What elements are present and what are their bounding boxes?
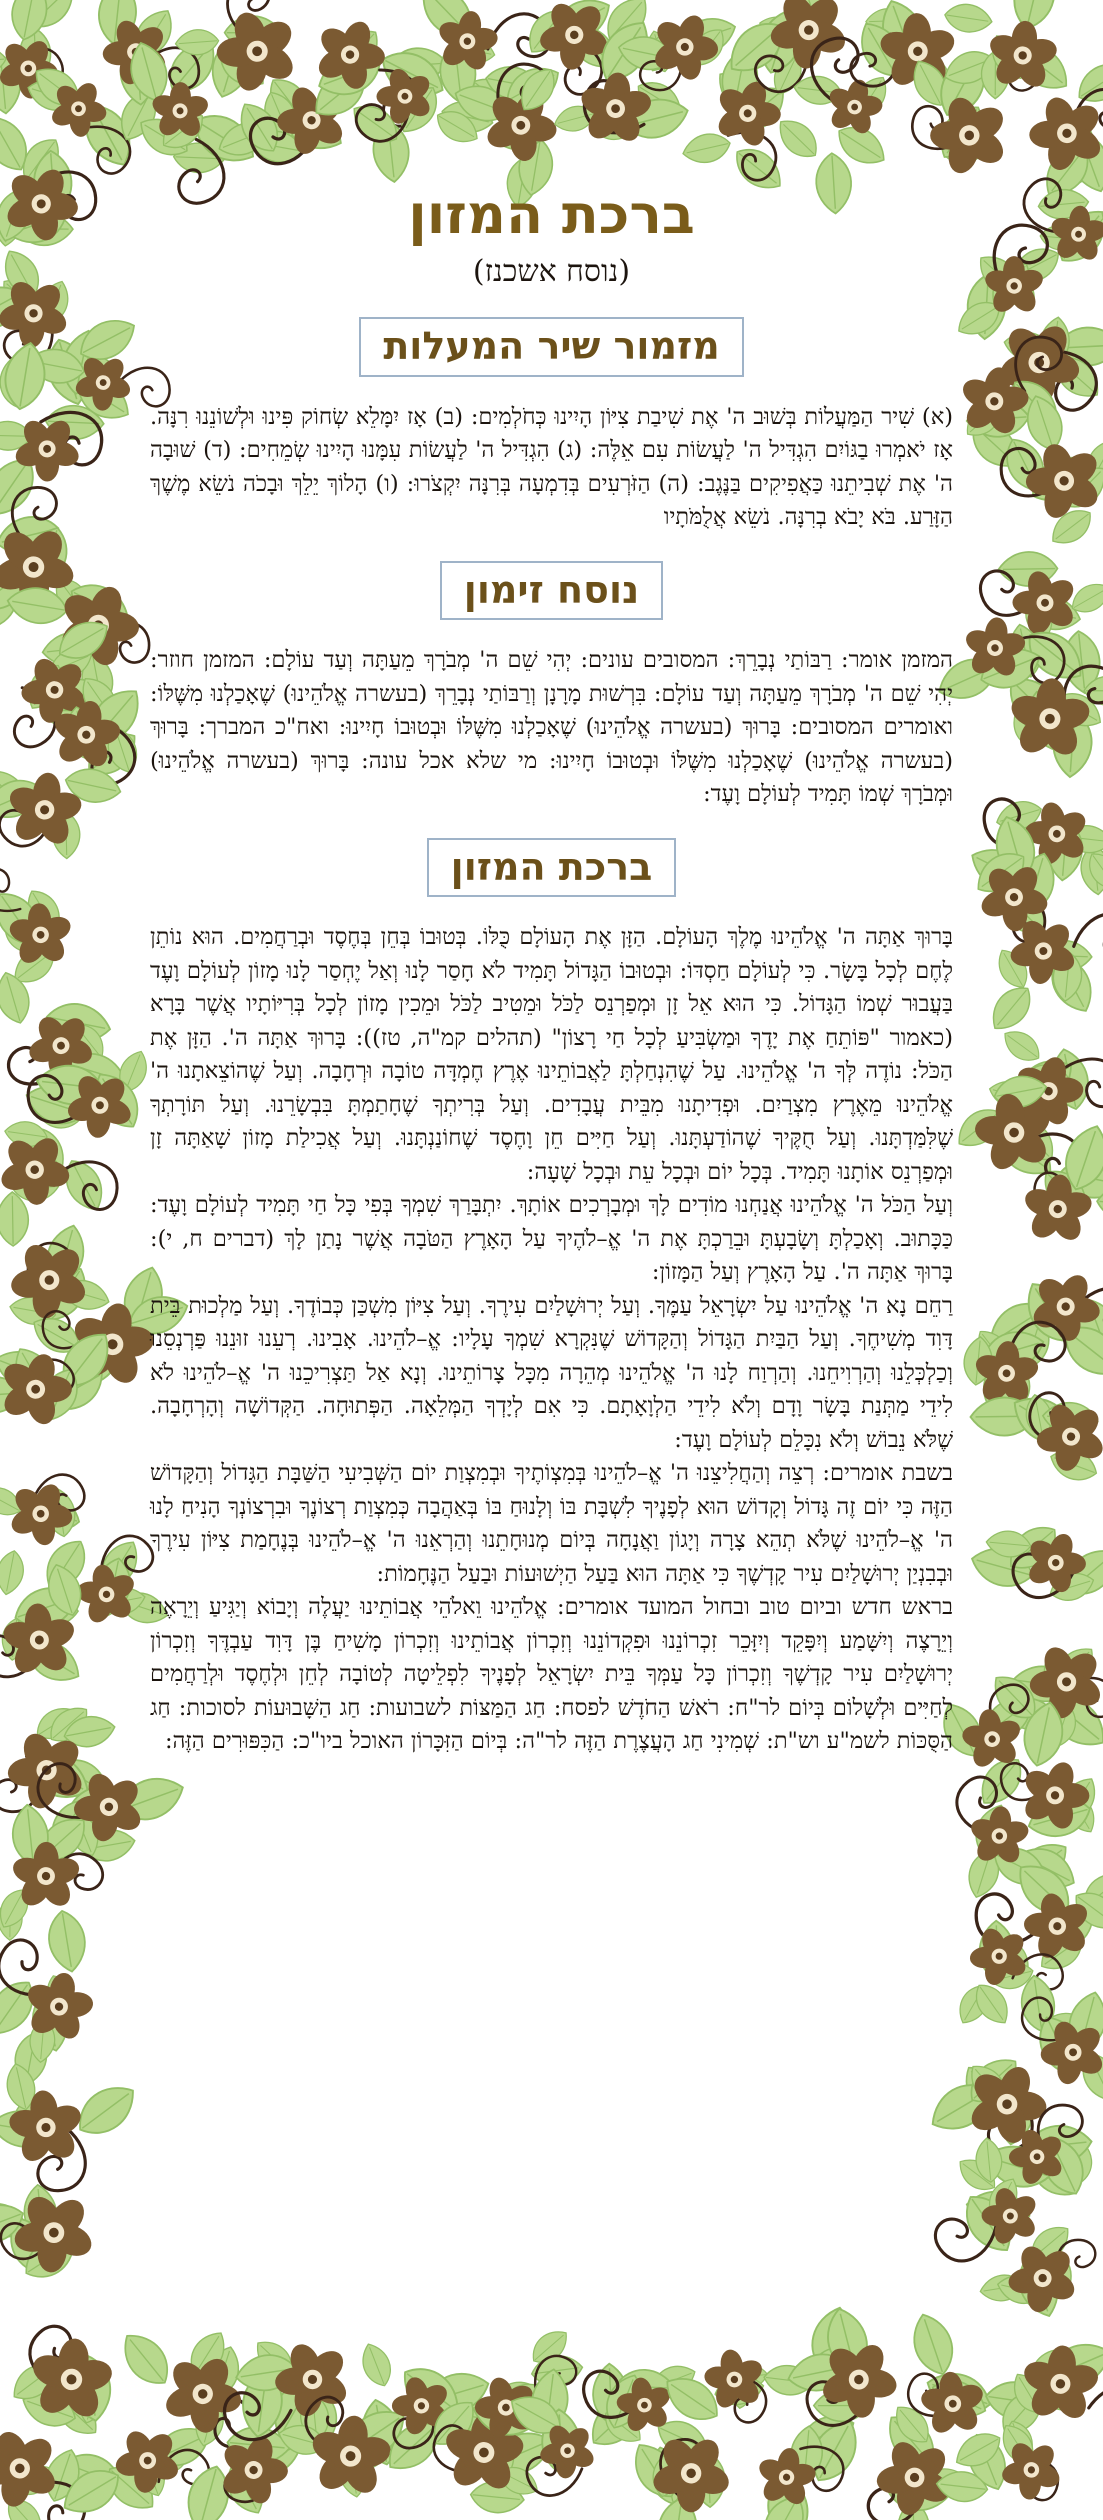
- document-body: [150, 175, 953, 2380]
- section-paragraph: המזמן אומר: רַבּוֹתַי נְבָרֵךְ: המסובים עונים: יְהִי שֵׁם ה' מְבֹרָךְ מֵעַתָּה וְעַד עוֹלָם: המזמן חוזר: יְהִי שֵׁם ה' מְבֹרָךְ מֵעַתָּה וְעַד עוֹלָם: בִּרְשׁוּת מָרָנָן וְרַבּוֹתַי נְבָרֵךְ (בעשרה אֱלֹהֵינוּ) שֶׁאָכַלְנוּ מִשֶּׁלּוֹ: ואומרים המסובים: בָּרוּךְ (בעשרה אֱלֹהֵינוּ) שֶׁאָכַלְנוּ מִשֶּׁלּוֹ וּבְטוּבוֹ חָיִינוּ: ואח"כ המברך: בָּרוּךְ (בעשרה אֱלֹהֵינוּ) שֶׁאָכַלְנוּ מִשֶּׁלּוֹ וּבְטוּבוֹ חָיִינוּ: מי שלא אכל עונה: בָּרוּךְ (בעשרה אֱלֹהֵינוּ) וּמְבֹרָךְ שְׁמוֹ תָּמִיד לְעוֹלָם וָעֶד:: [150, 647, 953, 808]
- leaf-icon: [771, 112, 825, 165]
- section-paragraph: בשבת אומרים: רְצֵה וְהַחֲלִיצֵנוּ ה' אֱ–לֹהֵינוּ בְּמִצְוֹתֶיךָ וּבְמִצְוַת יוֹם הַשְּׁבִיעִי הַשַּׁבָּת הַגָּדוֹל וְהַקָּדוֹשׁ הַזֶּה כִּי יוֹם זֶה גָּדוֹל וְקָדוֹשׁ הוּא לְפָנֶיךָ לִשְׁבָּת בּוֹ וְלָנוּחַ בּוֹ בְּאַהֲבָה כְּמִצְוַת רְצוֹנֶךָ וּבִרְצוֹנְךָ הָנִיחַ לָנוּ ה' אֱ–לֹהֵינוּ שֶׁלֹּא תְהֵא צָרָה וְיָגוֹן וַאֲנָחָה בְּיוֹם מְנוּחָתֵנוּ וְהַרְאֵנוּ ה' אֱ–לֹהֵינוּ בְּנֶחָמַת צִיּוֹן עִירֶךָ וּבְבִנְיַן יְרוּשָׁלַיִם עִיר קָדְשֶׁךָ כִּי אַתָּה הוּא בַּעַל הַיְשׁוּעוֹת וּבַעַל הַנֶּחָמוֹת:: [150, 1460, 953, 1587]
- document-title: ברכת המזון: [408, 183, 695, 246]
- leaf-icon: [998, 1024, 1046, 1068]
- section-paragraph: (א) שִׁיר הַמַּעֲלוֹת בְּשׁוּב ה' אֶת שִׁיבַת צִיּוֹן הָיִינוּ כְּחֹלְמִים: (ב) אָז יִמָּלֵא שְׂחוֹק פִּינוּ וּלְשׁוֹנֵנוּ רִנָּה. אָז יֹאמְרוּ בַגּוֹיִם הִגְדִּיל ה' לַעֲשׂוֹת עִם אֵלֶּה: (ג) הִגְדִּיל ה' לַעֲשׂוֹת עִמָּנוּ הָיִינוּ שְׂמֵחִים: (ד) שׁוּבָה ה' אֶת שְׁבִיתֵנוּ כַּאֲפִיקִים בַּנֶּגֶב: (ה) הַזֹּרְעִים בְּדִמְעָה בְּרִנָּה יִקְצֹרוּ: (ו) הָלוֹךְ יֵלֵךְ וּבָכֹה נֹשֵׂא מֶשֶׁךְ הַזָּרַע. בֹּא יָבֹא בְרִנָּה. נֹשֵׂא אֲלֻמֹּתָיו: [150, 403, 953, 531]
- leaf-icon: [0, 1548, 27, 1596]
- section-heading: ברכת המזון: [427, 838, 677, 898]
- section-paragraph: בָּרוּךְ אַתָּה ה' אֱלֹהֵינוּ מֶלֶךְ הָעוֹלָם. הַזָּן אֶת הָעוֹלָם כֻּלּוֹ. בְּטוּבוֹ בְּחֵן בְּחֶסֶד וּבְרַחֲמִים. הוּא נוֹתֵן לֶחֶם לְכָל בָּשָׂר. כִּי לְעוֹלָם חַסְדּוֹ: וּבְטוּבוֹ הַגָּדוֹל תָּמִיד לֹא חָסַר לָנוּ וְאַל יֶחְסַר לָנוּ מָזוֹן לְעוֹלָם וָעֶד בַּעֲבוּר שְׁמוֹ הַגָּדוֹל. כִּי הוּא אֵל זָן וּמְפַרְנֵס לַכֹּל וּמֵטִיב לַכֹּל וּמֵכִין מָזוֹן לְכָל בְּרִיּוֹתָיו אֲשֶׁר בָּרָא (כאמור "פּוֹתֵחַ אֶת יָדֶךָ וּמַשְׂבִּיעַ לְכָל חַי רָצוֹן" (תהלים קמ"ה, טז)): בָּרוּךְ אַתָּה ה'. הַזָּן אֶת הַכֹּל: נוֹדֶה לְּךָ ה' אֱלֹהֵינוּ. עַל שֶׁהִנְחַלְתָּ לַאֲבוֹתֵינוּ אֶרֶץ חֶמְדָּה טוֹבָה וּרְחָבָה. וְעַל שֶׁהוֹצֵאתָנוּ ה' אֱלֹהֵינוּ מֵאֶרֶץ מִצְרַיִם. וּפְדִיתָנוּ מִבֵּית עֲבָדִים. וְעַל בְּרִיתְךָ שֶׁחָתַמְתָּ בִּבְשָׂרֵנוּ. וְעַל תּוֹרָתְךָ שֶׁלִּמַּדְתָּנוּ. וְעַל חֻקֶּיךָ שֶׁהוֹדַעְתָּנוּ. וְעַל חַיִּים חֵן וָחֶסֶד שֶׁחוֹנַנְתָּנוּ. וְעַל אֲכִילַת מָזוֹן שָׁאַתָּה זָן וּמְפַרְנֵס אוֹתָנוּ תָּמִיד. בְּכָל יוֹם וּבְכָל עֵת וּבְכָל שָׁעָה:: [150, 924, 953, 1185]
- leaf-icon: [0, 1192, 29, 1247]
- document-subtitle: (נוסח אשכנז): [472, 254, 631, 290]
- section-zimun: [150, 561, 953, 812]
- leaf-icon: [943, 1, 994, 35]
- section-heading: מזמור שיר המעלות: [359, 317, 743, 377]
- section-birkat-hamazon: [150, 838, 953, 1759]
- leaf-icon: [69, 2075, 144, 2144]
- leaf-icon: [983, 979, 1039, 1038]
- leaf-icon: [1071, 54, 1103, 111]
- section-heading: נוסח זימון: [440, 561, 663, 621]
- section-paragraph: בראש חדש וביום טוב ובחול המועד אומרים: אֱלֹהֵינוּ וֵאלֹהֵי אֲבוֹתֵינוּ יַעֲלֶה וְיָבוֹא וְיַגִּיעַ וְיֵרָאֶה וְיֵרָצֶה וְיִשָּׁמַע וְיִפָּקֵד וְיִזָּכֵר זִכְרוֹנֵנוּ וּפִקְדוֹנֵנוּ וְזִכְרוֹן אֲבוֹתֵינוּ וְזִכְרוֹן מָשִׁיחַ בֶּן דָּוִד עַבְדֶּךָ וְזִכְרוֹן יְרוּשָׁלַיִם עִיר קָדְשֶׁךָ וְזִכְרוֹן כָּל עַמְּךָ בֵּית יִשְׂרָאֵל לְפָנֶיךָ לִפְלֵיטָה לְטוֹבָה לְחֵן וּלְחֶסֶד וּלְרַחֲמִים לְחַיִּים וּלְשָׁלוֹם בְּיוֹם לר"ח: רֹאשׁ הַחֹדֶשׁ לפסח: חַג הַמַּצּוֹת לשבועות: חַג הַשָּׁבוּעוֹת לסוכות: חַג הַסֻּכּוֹת לשמ"ע וש"ת: שְׁמִינִי חַג הָעֲצֶרֶת הַזֶּה לר"ה: בְּיוֹם הַזִּכָּרוֹן האוכל ביו"כ: הַכִּפּוּרִים הַזֶּה:: [150, 1594, 953, 1755]
- leaf-icon: [45, 1908, 90, 1974]
- section-shir-hamaalot: [150, 317, 953, 535]
- section-paragraph: וְעַל הַכֹּל ה' אֱלֹהֵינוּ אֲנַחְנוּ מוֹדִים לָךְ וּמְבָרְכִים אוֹתָךְ. יִתְבָּרַךְ שִׁמְךָ בְּפִי כָּל חַי תָּמִיד לְעוֹלָם וָעֶד: כַּכָּתוּב. וְאָכַלְתָּ וְשָׂבָעְתָּ וּבֵרַכְתָּ אֶת ה' אֱ–לֹהֶיךָ עַל הָאָרֶץ הַטֹּבָה אֲשֶׁר נָתַן לָךְ (דברים ח, י): בָּרוּךְ אַתָּה ה'. עַל הָאָרֶץ וְעַל הַמָּזוֹן:: [150, 1192, 953, 1286]
- tendril-icon: [1088, 2385, 1103, 2432]
- section-paragraph: רַחֵם נָא ה' אֱלֹהֵינוּ עַל יִשְׂרָאֵל עַמֶּךָ. וְעַל יְרוּשָׁלַיִם עִירֶךָ. וְעַל צִיּוֹן מִשְׁכַּן כְּבוֹדֶךָ. וְעַל מַלְכוּת בֵּית דָּוִד מְשִׁיחֶךָ. וְעַל הַבַּיִת הַגָּדוֹל וְהַקָּדוֹשׁ שֶׁנִּקְרָא שִׁמְךָ עָלָיו: אֱ–לֹהֵינוּ. אָבִינוּ. רְעֵנוּ זוּנֵנוּ פַּרְנְסֵנוּ וְכַלְכְּלֵנוּ וְהַרְוִיחֵנוּ. וְהַרְוַח לָנוּ ה' אֱלֹהֵינוּ מְהֵרָה מִכָּל צָרוֹתֵינוּ. וְנָא אַל תַּצְרִיכֵנוּ ה' אֱ–לֹהֵינוּ לֹא לִידֵי מַתְּנַת בָּשָׂר וָדָם וְלֹא לִידֵי הַלְוָאָתָם. כִּי אִם לְיָדְךָ הַמְּלֵאָה. הַפְּתוּחָה. הַקְּדוֹשָׁה וְהָרְחָבָה. שֶׁלֹּא נֵבוֹשׁ וְלֹא נִכָּלֵם לְעוֹלָם וָעֶד:: [150, 1292, 953, 1453]
